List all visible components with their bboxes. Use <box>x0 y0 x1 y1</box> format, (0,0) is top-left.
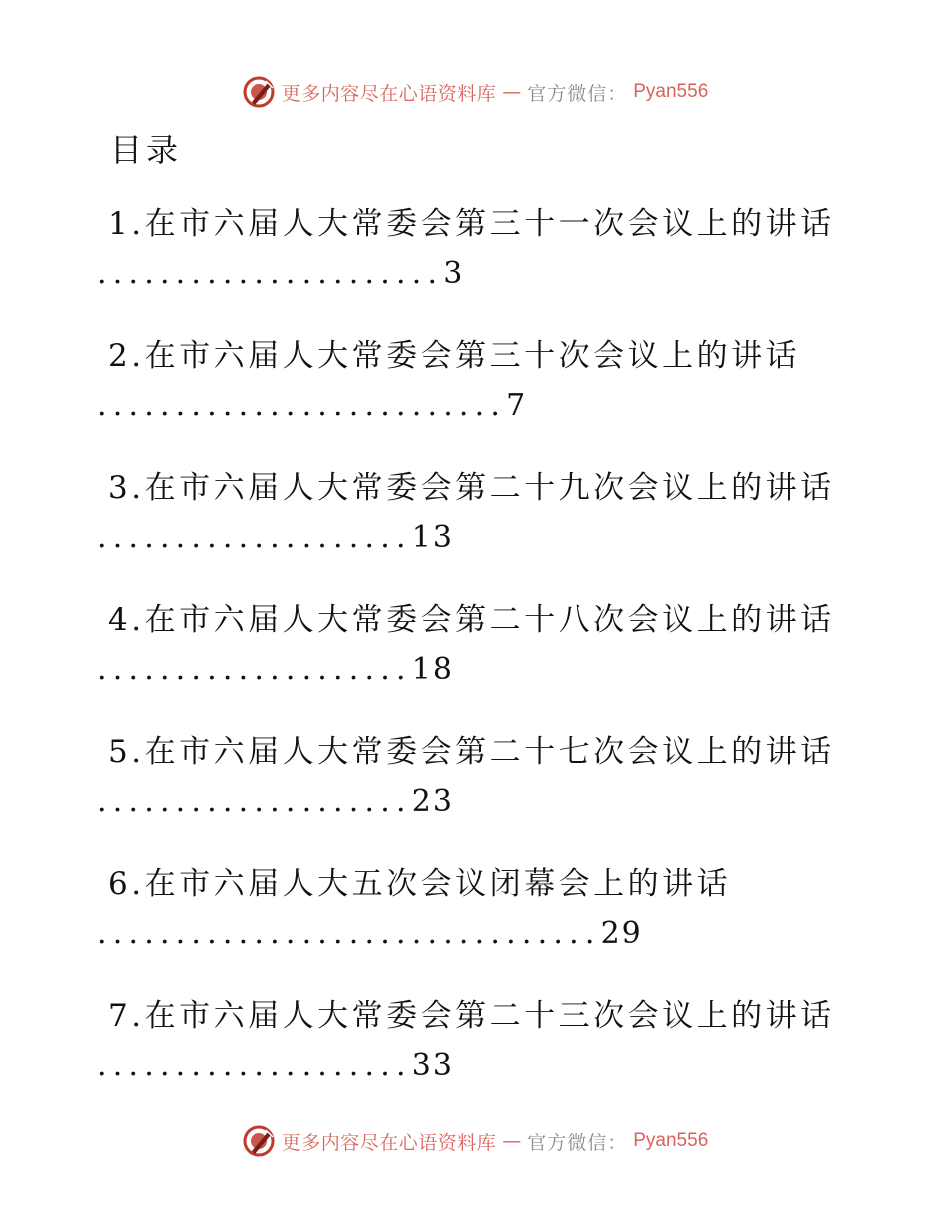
watermark-id: Pyan556 <box>633 81 709 102</box>
pen-logo-icon <box>242 75 276 109</box>
watermark-id: Pyan556 <box>633 1130 709 1151</box>
toc-entry[interactable] <box>0 726 950 858</box>
pen-logo-icon <box>242 1124 276 1158</box>
toc-entry-dots: .................... <box>97 1048 412 1083</box>
toc-entry-page: 13 <box>411 520 454 555</box>
toc-entry-title: 5.在市六届人大常委会第二十七次会议上的讲话 <box>108 734 835 770</box>
toc-entry-leader <box>97 388 527 423</box>
toc-entry-page: 23 <box>411 784 454 819</box>
watermark-separator: — <box>502 1130 522 1152</box>
toc-entry-page: 29 <box>600 916 643 951</box>
toc-entry-leader <box>97 784 454 819</box>
toc-entry[interactable] <box>0 462 950 594</box>
toc-entry-dots: .......................... <box>97 388 507 423</box>
toc-entry-leader <box>97 916 643 951</box>
toc-entry-leader <box>97 652 454 687</box>
toc-entry-title: 7.在市六届人大常委会第二十三次会议上的讲话 <box>108 998 835 1034</box>
toc-entry[interactable] <box>0 990 950 1122</box>
watermark-text: 更多内容尽在心语资料库 <box>281 1131 497 1154</box>
toc-title: 目录 <box>110 131 183 169</box>
watermark-separator: — <box>502 81 522 103</box>
toc-entry[interactable] <box>0 858 950 990</box>
toc-entry-title: 2.在市六届人大常委会第三十次会议上的讲话 <box>108 338 801 374</box>
toc-entry-title: 3.在市六届人大常委会第二十九次会议上的讲话 <box>108 470 835 506</box>
toc-entry-dots: ................................ <box>97 916 601 951</box>
toc-entry-title: 1.在市六届人大常委会第三十一次会议上的讲话 <box>108 206 835 242</box>
toc-entry-dots: .................... <box>97 652 412 687</box>
toc-entry-page: 7 <box>506 388 528 423</box>
toc-entry-leader <box>97 256 464 291</box>
toc-entry-dots: ...................... <box>97 256 444 291</box>
toc-entry[interactable] <box>0 330 950 462</box>
toc-entry-title: 4.在市六届人大常委会第二十八次会议上的讲话 <box>108 602 835 638</box>
toc-entry-page: 33 <box>411 1048 454 1083</box>
toc-entry-page: 3 <box>443 256 465 291</box>
watermark-label: 官方微信： <box>527 1131 628 1154</box>
watermark-label: 官方微信： <box>527 82 628 105</box>
toc-entry-dots: .................... <box>97 784 412 819</box>
footer-watermark <box>0 1121 950 1161</box>
toc-entry-title: 6.在市六届人大五次会议闭幕会上的讲话 <box>108 866 732 902</box>
toc-entry-leader <box>97 520 454 555</box>
header-watermark <box>0 72 950 112</box>
toc-entry-page: 18 <box>411 652 454 687</box>
toc-entry[interactable] <box>0 198 950 330</box>
toc-entry-dots: .................... <box>97 520 412 555</box>
toc-list <box>0 198 950 1122</box>
toc-entry-leader <box>97 1048 454 1083</box>
toc-entry[interactable] <box>0 594 950 726</box>
watermark-text: 更多内容尽在心语资料库 <box>281 82 497 105</box>
